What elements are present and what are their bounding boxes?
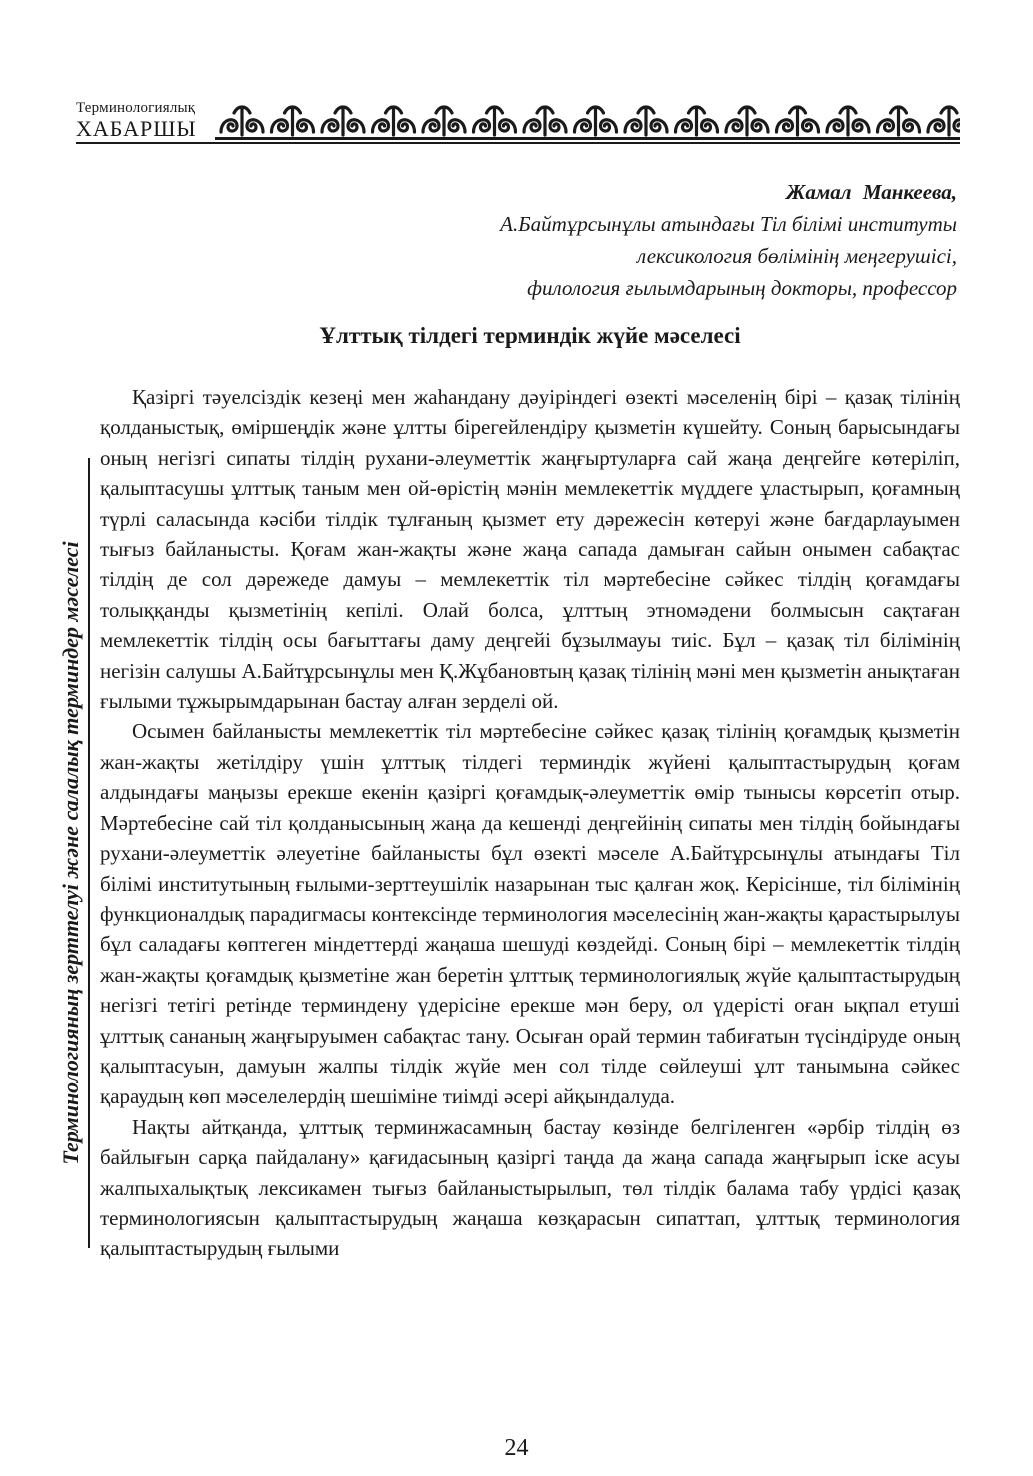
article-title: Ұлттық тілдегі терминдік жүйе мәселесі (319, 323, 741, 348)
vertical-section-rule (88, 458, 90, 1248)
author-block (500, 176, 957, 304)
vertical-section-title: Терминологияның зерттелуі және салалық терминдер мәселесі (58, 541, 83, 1165)
paragraph-3: Нақты айтқанда, ұлттық терминжасамның бастау көзінде белгіленген «әрбір тілдің өз байлығын сарқа пайдалану» қағидасының қазіргі таңда да жаңа сапада жаңғырып іске асуы жалпыхалықтық лексикамен тығыз байланыстырылып, төл тілдік балама табу үрдісі қазақ терминологиясын қалыптастырудың жаңаша көзқарасын сипаттап, ұлттық терминология қалыптастырудың ғылыми (100, 1114, 960, 1261)
running-header (76, 100, 960, 144)
author-affiliation-line-2: лексикология бөлімінің меңгерушісі, (637, 244, 957, 268)
journal-name-bottom: ХАБАРШЫ (76, 116, 197, 141)
paragraph-2: Осымен байланысты мемлекеттік тіл мәртебесіне сәйкес қазақ тілінің қоғамдық қызметін жан-жақты жетілдіру үшін ұлттық тілдегі терминдік жүйені қалыптастырудың қоғам алдындағы маңызы ерекше екенін қазіргі қоғамдық-әлеуметтік өмір тынысы көрсетіп отыр. Мәртебесіне сай тіл қолданысының жаңа да кешенді деңгейінің сипаты мен тілдің бойындағы рухани-әлеуметтік әлеуетіне байланысты бұл өзекті мәселе А.Байтұрсынұлы атындағы Тіл білімі институтының ғылыми-зерттеушілік назарынан тыс қалған жоқ. Керісінше, тіл білімінің функционалдық парадигмасы контексінде терминология мәселесінің жан-жақты қарастырылуы бұл саладағы көптеген міндеттерді жаңаша шешуді көздейді. Соның бірі – мемлекеттік тілдің жан-жақты қоғамдық қызметіне жан беретін ұлттық терминологиялық жүйе қалыптастырудың негізгі тетігі ретінде терминдену үдерісіне ерекше мән беру, ол үдерісті оған ықпал етуші ұлттық сананың жаңғыруымен сабақтас тану. Осыған орай термин табиғатын түсіндіруде оның қалыптасуын, дамуын жалпы тілдік жүйе мен сол тілде сөйлеуші ұлт танымына сәйкес қараудың көп мәселелердің шешіміне тиімді әсері айқындалуда. (100, 719, 960, 1109)
author-affiliation-line-1: А.Байтұрсынұлы атындағы Тіл білімі институты (500, 212, 957, 236)
author-affiliation-line-3: филология ғылымдарының докторы, профессор (527, 276, 957, 300)
journal-name-top: Терминологиялық (76, 100, 196, 116)
kazakh-ornament-border-icon (215, 102, 960, 140)
author-name: Жамал Манкеева, (786, 180, 957, 204)
page-number: 24 (504, 1435, 529, 1461)
header-rule (76, 142, 960, 144)
paragraph-1: Қазіргі тәуелсіздік кезеңі мен жаһандану дәуіріндегі өзекті мәселенің бірі – қазақ тілінің қолданыстық, өміршеңдік және ұлтты бірегейлендіру қызметін күшейту. Соның барысындағы оның негізгі сипаты тілдің рухани-әлеуметтік жаңғыртуларға сай жаңа деңгейге көтеріліп, қалыптасушы ұлттық таным мен ой-өрістің мәнін мемлекеттік мүддеге ұластырып, қоғамның түрлі саласында кәсіби тілдік тұлғаның қызмет ету дәрежесін көтеруі және бағдарлауымен тығыз байланысты. Қоғам жан-жақты және жаңа сапада дамыған сайын онымен сабақтас тілдің де сол дәрежеде дамуы – мемлекеттік тіл мәртебесіне сәйкес тілдің қоғамдағы толыққанды қызметінің кепілі. Олай болса, ұлттың этномәдени болмысын сақтаған мемлекеттік тілдің осы бағыттағы даму деңгейі бұзылмауы тиіс. Бұл – қазақ тіл білімінің негізін салушы А.Байтұрсынұлы мен Қ.Жұбановтың қазақ тілінің мәні мен қызметін анықтаған ғылыми тұжырымдарынан бастау алған зерделі ой. (100, 385, 960, 714)
article-body (100, 382, 960, 1264)
